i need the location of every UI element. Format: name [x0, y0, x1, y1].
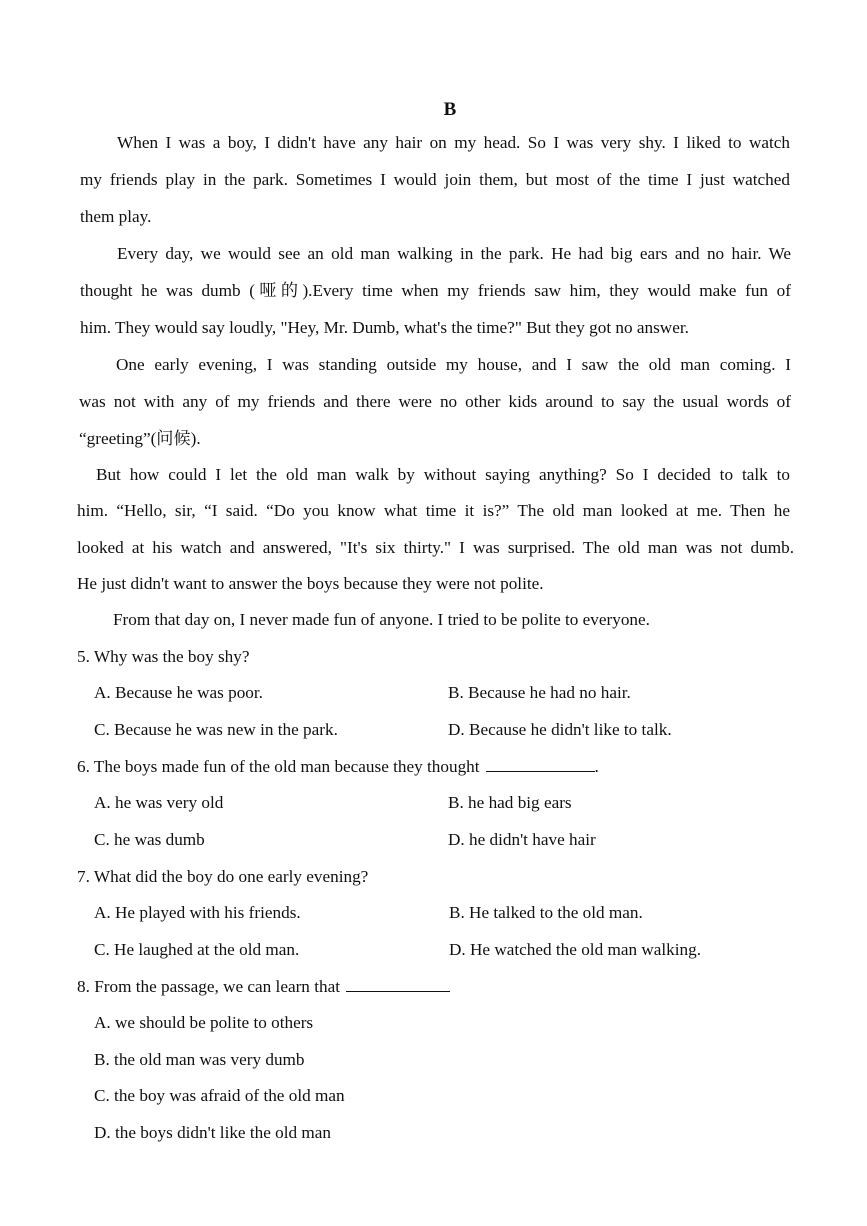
passage-line: One early evening, I was standing outside my house, and I saw the old man coming. I	[116, 355, 791, 374]
option-b: B. the old man was very dumb	[94, 1050, 305, 1069]
option-b: B. he had big ears	[448, 793, 572, 812]
passage-line: But how could I let the old man walk by without saying anything? So I decided to talk to	[96, 465, 790, 484]
option-a: A. Because he was poor.	[94, 683, 263, 702]
option-a: A. we should be polite to others	[94, 1013, 314, 1032]
passage-line: was not with any of my friends and there were no other kids around to say the usual words of	[79, 392, 791, 411]
passage-line: Every day, we would see an old man walking in the park. He had big ears and no hair. We	[117, 244, 791, 263]
option-c: C. He laughed at the old man.	[94, 940, 300, 959]
option-b: B. Because he had no hair.	[448, 683, 631, 702]
question-stem: 7. What did the boy do one early evening?	[77, 867, 369, 886]
passage-line: thought he was dumb (哑的).Every time when my friends saw him, they would make fun of	[80, 281, 791, 300]
question-stem-text: 8. From the passage, we can learn that	[77, 977, 340, 996]
section-title: B	[443, 99, 457, 120]
passage-line: “greeting”(问候).	[79, 429, 201, 448]
question-stem: 5. Why was the boy shy?	[77, 647, 250, 666]
option-d: D. Because he didn't like to talk.	[448, 720, 672, 739]
passage-line: my friends play in the park. Sometimes I would join them, but most of the time I just watched	[80, 170, 790, 189]
question-stem	[77, 975, 450, 999]
passage-line: him. They would say loudly, "Hey, Mr. Dumb, what's the time?" But they got no answer.	[80, 318, 689, 337]
option-c: C. Because he was new in the park.	[94, 720, 338, 739]
passage-line: From that day on, I never made fun of anyone. I tried to be polite to everyone.	[113, 610, 650, 629]
answer-blank	[346, 975, 450, 992]
option-d: D. the boys didn't like the old man	[94, 1123, 332, 1142]
passage-line: He just didn't want to answer the boys because they were not polite.	[77, 574, 544, 593]
passage-line: When I was a boy, I didn't have any hair on my head. So I was very shy. I liked to watch	[117, 133, 790, 152]
passage-line: him. “Hello, sir, “I said. “Do you know what time it is?” The old man looked at me. Then he	[77, 501, 790, 520]
answer-blank	[486, 755, 595, 772]
option-c: C. the boy was afraid of the old man	[94, 1086, 345, 1105]
option-d: D. he didn't have hair	[448, 830, 596, 849]
option-a: A. he was very old	[94, 793, 224, 812]
question-stem-end: .	[594, 757, 599, 776]
option-c: C. he was dumb	[94, 830, 205, 849]
question-stem-text: 6. The boys made fun of the old man because they thought	[77, 757, 480, 776]
passage-line: looked at his watch and answered, "It's six thirty." I was surprised. The old man was not dumb.	[77, 538, 794, 557]
option-b: B. He talked to the old man.	[449, 903, 643, 922]
option-a: A. He played with his friends.	[94, 903, 301, 922]
option-d: D. He watched the old man walking.	[449, 940, 702, 959]
question-stem	[77, 755, 599, 779]
passage-line: them play.	[80, 207, 152, 226]
